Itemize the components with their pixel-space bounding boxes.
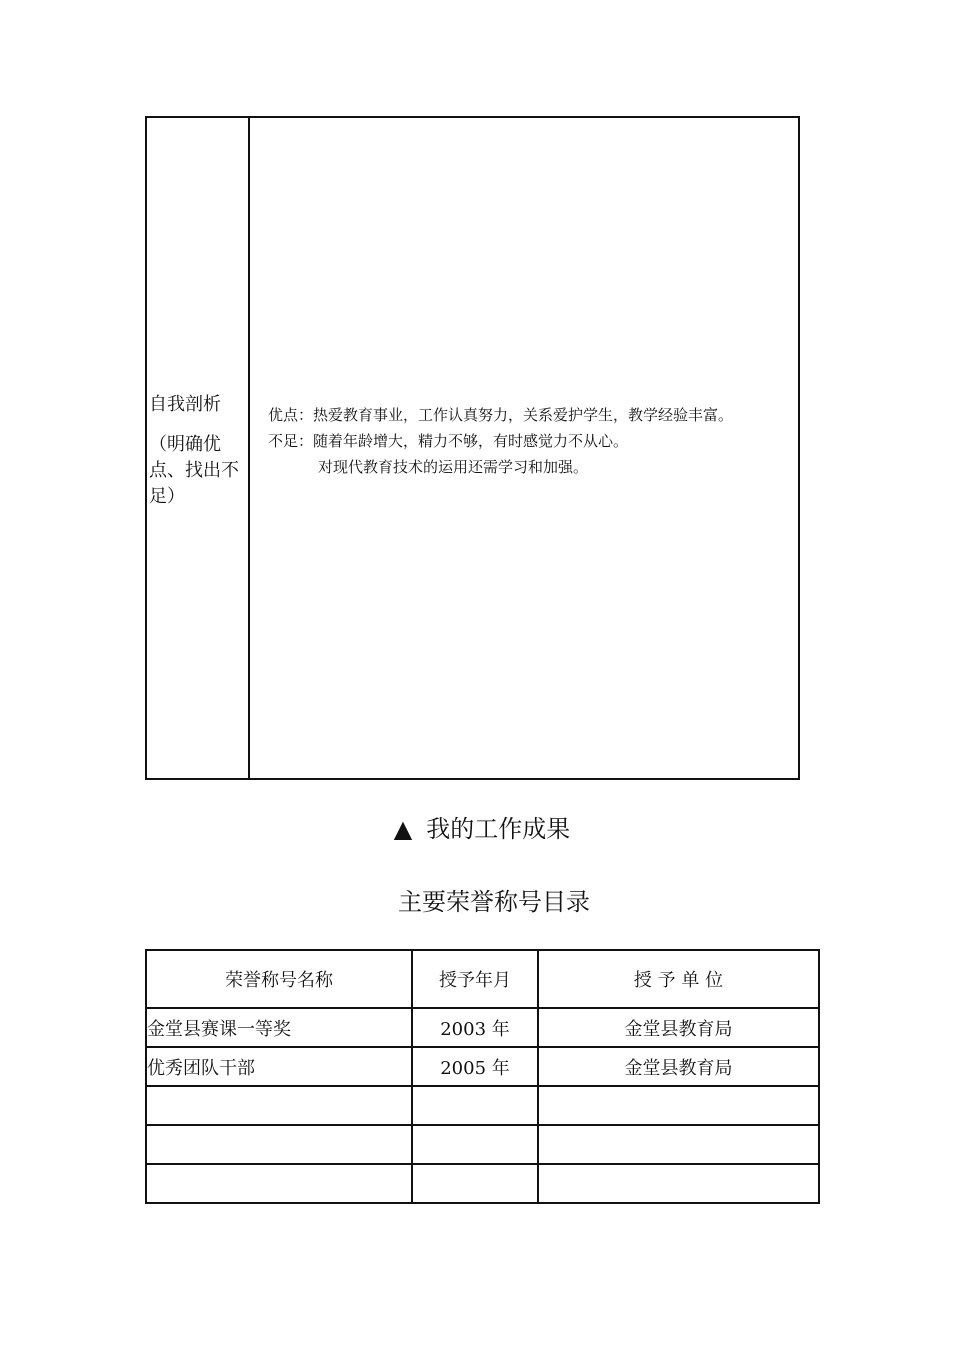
weaknesses-line: 不足：随着年龄增大，精力不够，有时感觉力不从心。 xyxy=(268,432,629,450)
honor-name-cell xyxy=(146,1086,412,1125)
awarding-unit-cell xyxy=(538,1086,819,1125)
self-analysis-content-cell xyxy=(250,118,798,778)
award-date-cell xyxy=(412,1164,538,1203)
honor-name-cell: 金堂县赛课一等奖 xyxy=(146,1008,412,1047)
table-row xyxy=(146,1047,819,1086)
table-row xyxy=(146,1125,819,1164)
self-analysis-label-cell xyxy=(147,118,250,778)
awarding-unit-cell xyxy=(538,1125,819,1164)
self-analysis-sublabel: （明确优点、找出不足） xyxy=(149,434,239,507)
weaknesses-line-continued: 对现代教育技术的运用还需学习和加强。 xyxy=(318,458,589,476)
section-heading xyxy=(0,812,960,846)
award-date-cell: 2003 年 xyxy=(412,1008,538,1047)
table-row xyxy=(146,1008,819,1047)
header-award-date: 授予年月 xyxy=(412,950,538,1008)
award-date-cell xyxy=(412,1086,538,1125)
award-date-cell xyxy=(412,1125,538,1164)
table-row xyxy=(146,1164,819,1203)
self-analysis-label: 自我剖析 xyxy=(149,394,221,415)
header-awarding-unit: 授 予 单 位 xyxy=(538,950,819,1008)
header-honor-name: 荣誉称号名称 xyxy=(146,950,412,1008)
honors-title: 主要荣誉称号目录 xyxy=(398,888,590,916)
table-header-row xyxy=(146,950,819,1008)
awarding-unit-cell: 金堂县教育局 xyxy=(538,1008,819,1047)
awarding-unit-cell: 金堂县教育局 xyxy=(538,1047,819,1086)
strengths-line: 优点：热爱教育事业，工作认真努力，关系爱护学生，教学经验丰富。 xyxy=(268,406,734,424)
honor-name-cell: 优秀团队干部 xyxy=(146,1047,412,1086)
award-date-cell: 2005 年 xyxy=(412,1047,538,1086)
awarding-unit-cell xyxy=(538,1164,819,1203)
honor-name-cell xyxy=(146,1125,412,1164)
section-heading-text: 我的工作成果 xyxy=(426,815,571,843)
honor-name-cell xyxy=(146,1164,412,1203)
honors-table xyxy=(145,949,820,1204)
self-analysis-table xyxy=(145,116,800,780)
triangle-icon: ▲ xyxy=(393,815,413,843)
table-row xyxy=(146,1086,819,1125)
